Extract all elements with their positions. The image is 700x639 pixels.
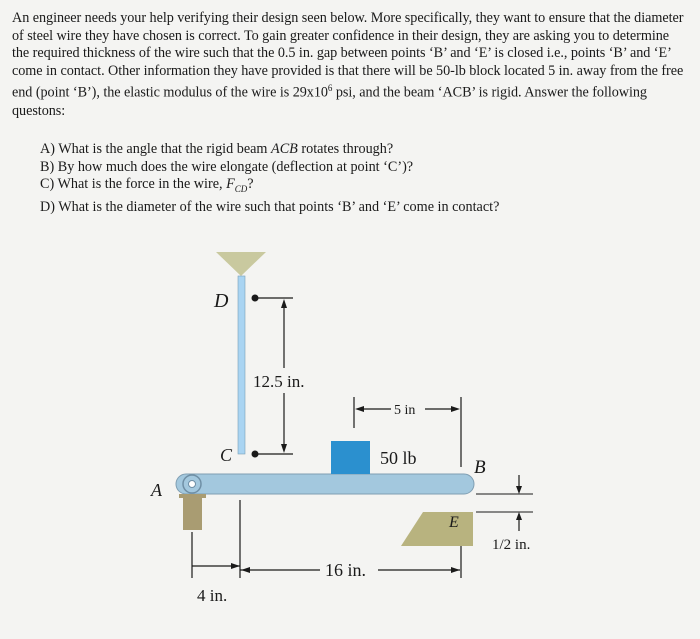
question-text: What is the force in the wire, <box>54 176 227 193</box>
question-text: ? <box>247 176 254 193</box>
question-letter: D) <box>40 198 55 215</box>
arrow-right-icon <box>451 406 460 412</box>
question-text: By how much does the wire elongate (deflection at point ‘C’)? <box>54 158 414 175</box>
question-letter: C) <box>40 176 55 193</box>
pin-d-icon <box>252 295 259 302</box>
dim-ac: 4 in. <box>197 586 228 605</box>
dim-beam-length: 16 in. <box>325 560 367 580</box>
arrow-left-icon <box>241 567 250 573</box>
arrow-right-icon <box>231 563 240 569</box>
problem-text-end: psi, and the beam ‘ACB’ is rigid. Answer the following questons: <box>12 85 647 119</box>
arrow-left-icon <box>355 406 364 412</box>
top-support-triangle <box>216 252 266 276</box>
label-d: D <box>214 290 229 312</box>
problem-exponent: 6 <box>327 83 333 94</box>
arrow-down-icon <box>516 486 522 494</box>
force-subscript: CD <box>234 184 248 195</box>
beam-name: ACB <box>271 141 298 157</box>
dim-wire-length: 12.5 in. <box>253 372 305 391</box>
dim-gap: 1/2 in. <box>492 537 531 553</box>
force-symbol: F <box>226 176 235 193</box>
label-e: E <box>449 514 459 531</box>
label-a: A <box>151 480 162 500</box>
label-b: B <box>474 457 486 478</box>
dim-block-offset: 5 in <box>394 403 416 418</box>
block-weight: 50 lb <box>380 448 417 468</box>
support-a-post <box>183 498 202 530</box>
question-text: What is the diameter of the wire such that points ‘B’ and ‘E’ come in contact? <box>54 198 500 215</box>
pin-c-icon <box>252 451 259 458</box>
arrow-up-icon <box>516 512 522 520</box>
question-text: rotates through? <box>297 141 394 157</box>
pin-a-hole <box>189 481 196 488</box>
support-e <box>401 512 473 546</box>
question-text: What is the angle that the rigid beam <box>54 141 272 157</box>
arrow-down-icon <box>281 444 287 453</box>
weight-block <box>331 441 370 474</box>
label-c: C <box>220 445 233 465</box>
arrow-up-icon <box>281 299 287 308</box>
question-letter: B) <box>40 158 55 175</box>
wire-cd <box>238 276 245 454</box>
support-a-cap <box>179 494 206 498</box>
question-letter: A) <box>40 141 55 157</box>
problem-text-main: An engineer needs your help verifying their design seen below. More specifically, they want to ensure that the diameter of steel wire they have chosen is correct. To gain greater confidence in their design, they are asking you to determine the required thickness of the wire such that the 0.5 in. gap between points ‘B’ and ‘E’ is closed i.e., points ‘B’ and ‘E’ come in contact. Other information they have provided is that there will be 50-lb block located 5 in. away from the free end (point ‘B’), the elastic modulus of the wire is 29x10 <box>12 10 684 102</box>
arrow-right-icon <box>451 567 460 573</box>
rigid-beam-acb <box>176 474 474 494</box>
